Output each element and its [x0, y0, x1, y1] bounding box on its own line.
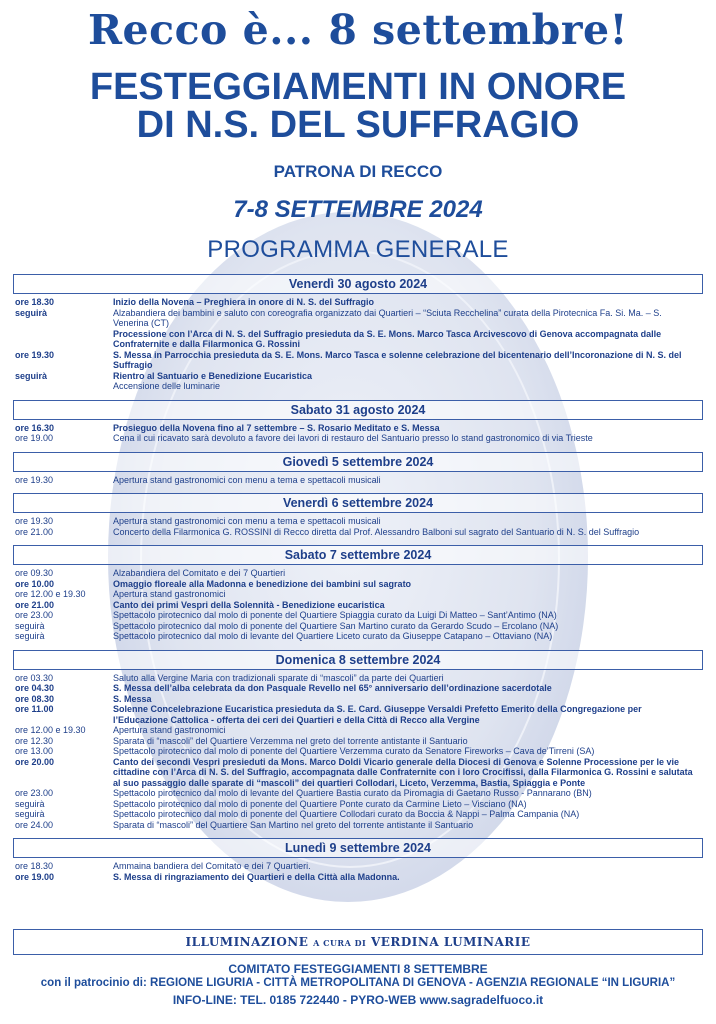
- illuminazione-label: ILLUMINAZIONE: [185, 935, 309, 949]
- event-description: Spettacolo pirotecnico dal molo di ponente del Quartiere Verzemma curato da Senatore Fireworks – Cava de’Tirreni (SA): [113, 746, 595, 756]
- event-description: Rientro al Santuario e Benedizione Eucaristica: [113, 370, 313, 381]
- event-description: Alzabandiera del Comitato e dei 7 Quartieri: [113, 568, 286, 578]
- event-time: ore 18.30: [15, 861, 54, 871]
- event-time: seguirà: [15, 631, 45, 641]
- event-time: ore 11.00: [15, 704, 54, 714]
- event-description: Apertura stand gastronomici: [113, 589, 226, 599]
- event-time: ore 20.00: [15, 756, 55, 767]
- event-time: ore 12.00 e 19.30: [15, 589, 86, 599]
- event-time: ore 19.00: [15, 871, 55, 882]
- event-dates: 7-8 SETTEMBRE 2024: [233, 196, 483, 223]
- event-time: ore 19.30: [15, 349, 55, 360]
- event-row: [13, 381, 703, 392]
- event-row: [13, 736, 703, 747]
- event-time: ore 09.30: [15, 568, 54, 578]
- illuminazione-company: VERDINA LUMINARIE: [370, 935, 531, 949]
- event-description: Processione con l’Arca di N. S. del Suffragio presieduta da S. E. Mons. Marco Tasca Arcivescovo di Genova accompagnata dalle Confraternite e dalla Filarmonica G. Rossini: [113, 328, 662, 349]
- poster-subtitle: [0, 68, 716, 144]
- day-gap: [13, 830, 703, 838]
- event-row: [13, 433, 703, 444]
- event-description: Accensione delle luminarie: [113, 381, 221, 391]
- poster-title: Recco è... 8 settembre!: [87, 6, 629, 54]
- event-row: [13, 371, 703, 382]
- day-events: [13, 513, 703, 537]
- day-gap: [13, 392, 703, 400]
- event-row: [13, 423, 703, 434]
- day-heading: Venerdì 30 agosto 2024: [13, 274, 703, 294]
- illuminazione-a-cura: A CURA DI: [313, 938, 367, 948]
- event-description: Canto dei secondi Vespri presieduti da Mons. Marco Doldi Vicario generale della Diocesi di Genova e Solenne Processione per le vie cittadine con l’Arca di N. S. del Suffragio, accompagnata dalle Confraternite con i loro Crocifissi, dalla Filarmonica G. Rossini e salutata al suo passaggio dalle sparate di “mascoli” dei quartieri Collodari, Liceto, Verzemma, Bastia, Spiaggia e Ponte: [113, 756, 693, 788]
- event-time: ore 04.30: [15, 683, 55, 693]
- day-heading: Lunedì 9 settembre 2024: [13, 838, 703, 858]
- event-row: [13, 516, 703, 527]
- event-time: ore 19.30: [15, 516, 54, 526]
- event-time: ore 21.00: [15, 599, 55, 610]
- event-row: [13, 297, 703, 308]
- event-time: seguirà: [15, 370, 48, 381]
- event-description: Spettacolo pirotecnico dal molo di ponente del Quartiere Collodari curato da Boccia & Nappi – Palma Campania (NA): [113, 809, 580, 819]
- event-row: [13, 704, 703, 725]
- event-time: ore 24.00: [15, 819, 54, 830]
- event-time: ore 19.00: [15, 433, 54, 443]
- event-description: Solenne Concelebrazione Eucaristica presieduta da S. E. Card. Giuseppe Versaldi Prefetto Emerito della Congregazione per l’Educazione Cattolica - offerta dei ceri dei Quartieri e della Città di Recco alla Vergine: [113, 704, 642, 725]
- event-row: [13, 308, 703, 329]
- day-events: [13, 294, 703, 392]
- event-time: seguirà: [15, 307, 48, 318]
- event-row: [13, 809, 703, 820]
- event-row: [13, 861, 703, 872]
- event-row: [13, 610, 703, 621]
- event-description: Ammaina bandiera del Comitato e dei 7 Quartieri.: [113, 861, 311, 871]
- event-time: seguirà: [15, 798, 45, 809]
- event-description: Prosieguo della Novena fino al 7 settembre – S. Rosario Meditato e S. Messa: [113, 422, 440, 433]
- event-row: [13, 527, 703, 538]
- event-row: [13, 683, 703, 694]
- program-schedule: [13, 274, 703, 882]
- event-description: Sparata di “mascoli” del Quartiere Verzemma nel greto del torrente antistante il Santuario: [113, 735, 468, 746]
- event-time: ore 12.00 e 19.30: [15, 725, 86, 735]
- event-time: ore 18.30: [15, 297, 55, 307]
- event-row: [13, 746, 703, 757]
- day-heading: Venerdì 6 settembre 2024: [13, 493, 703, 513]
- event-description: S. Messa dell’alba celebrata da don Pasquale Revello nel 65° anniversario dell’ordinazione sacerdotale: [113, 683, 552, 693]
- day-gap: [13, 537, 703, 545]
- event-row: [13, 673, 703, 684]
- event-time: ore 21.00: [15, 526, 54, 537]
- event-time: seguirà: [15, 809, 45, 819]
- event-description: Apertura stand gastronomici: [113, 725, 226, 735]
- day-events: [13, 420, 703, 444]
- event-description: Apertura stand gastronomici con menu a tema e spettacoli musicali: [113, 516, 381, 526]
- event-row: [13, 799, 703, 810]
- event-time: seguirà: [15, 620, 45, 631]
- event-row: [13, 621, 703, 632]
- day-gap: [13, 642, 703, 650]
- event-row: [13, 589, 703, 600]
- day-gap: [13, 485, 703, 493]
- event-description: Spettacolo pirotecnico dal molo di levante del Quartiere Liceto curato da Giuseppe Catapano – Ottaviano (NA): [113, 631, 553, 641]
- event-time: ore 08.30: [15, 693, 55, 704]
- event-description: Omaggio floreale alla Madonna e benedizione dei bambini sul sagrato: [113, 578, 412, 589]
- footer-committee: COMITATO FESTEGGIAMENTI 8 SETTEMBRE: [228, 962, 488, 976]
- day-events: [13, 472, 703, 486]
- event-time: ore 12.30: [15, 735, 54, 746]
- day-heading: Sabato 31 agosto 2024: [13, 400, 703, 420]
- event-description: Spettacolo pirotecnico dal molo di levante del Quartiere Bastia curato da Piromagia di Gaetano Russo - Pannarano (BN): [113, 788, 592, 798]
- footer-patronage: con il patrocinio di: REGIONE LIGURIA - CITTÀ METROPOLITANA DI GENOVA - AGENZIA REGIONALE “IN LIGURIA”: [40, 977, 676, 989]
- event-description: Alzabandiera dei bambini e saluto con coreografia organizzato dai Quartieri – “Sciuta Recchelina” curata della Pirotecnica Fa. Si. Ma. – S. Venerina (CT): [113, 307, 662, 328]
- event-row: [13, 579, 703, 590]
- event-row: [13, 329, 703, 350]
- event-description: Apertura stand gastronomici con menu a tema e spettacoli musicali: [113, 474, 381, 485]
- event-row: [13, 820, 703, 831]
- event-row: [13, 350, 703, 371]
- event-row: [13, 568, 703, 579]
- event-time: ore 10.00: [15, 578, 55, 589]
- event-time: ore 23.00: [15, 788, 54, 798]
- day-heading: Domenica 8 settembre 2024: [13, 650, 703, 670]
- event-description: Saluto alla Vergine Maria con tradizionali sparate di “mascoli” da parte dei Quartieri: [113, 672, 444, 683]
- event-description: Cena il cui ricavato sarà devoluto a favore dei lavori di restauro del Santuario presso lo stand gastronomico di via Trieste: [113, 433, 593, 443]
- subtitle-line-2: DI N.S. DEL SUFFRAGIO: [136, 104, 580, 146]
- event-time: [13, 329, 113, 350]
- event-time: [13, 381, 113, 392]
- event-time: ore 13.00: [15, 746, 54, 756]
- event-description: Spettacolo pirotecnico dal molo di ponente del Quartiere Spiaggia curato da Luigi Di Matteo – Sant’Antimo (NA): [113, 610, 557, 620]
- event-time: ore 19.30: [15, 474, 54, 485]
- event-description: Spettacolo pirotecnico dal molo di ponente del Quartiere Ponte curato da Carmine Lieto – Visciano (NA): [113, 798, 527, 809]
- event-row: [13, 600, 703, 611]
- day-gap: [13, 444, 703, 452]
- event-description: S. Messa: [113, 693, 152, 704]
- event-row: [13, 872, 703, 883]
- day-heading: Giovedì 5 settembre 2024: [13, 452, 703, 472]
- day-events: [13, 670, 703, 831]
- event-time: ore 23.00: [15, 610, 54, 620]
- day-events: [13, 565, 703, 642]
- event-row: [13, 757, 703, 789]
- day-heading: Sabato 7 settembre 2024: [13, 545, 703, 565]
- event-row: [13, 694, 703, 705]
- event-row: [13, 788, 703, 799]
- event-description: S. Messa in Parrocchia presieduta da S. E. Mons. Marco Tasca e solenne celebrazione del bicentenario dell’Incoronazione di N. S. del Suffragio: [113, 349, 682, 370]
- event-description: Inizio della Novena – Preghiera in onore di N. S. del Suffragio: [113, 297, 375, 307]
- event-row: [13, 631, 703, 642]
- event-description: Sparata di “mascoli” del Quartiere San Martino nel greto del torrente antistante il Santuario: [113, 819, 474, 830]
- footer-contacts: INFO-LINE: TEL. 0185 722440 - PYRO-WEB www.sagradelfuoco.it: [172, 993, 544, 1007]
- event-description: Canto dei primi Vespri della Solennità - Benedizione eucaristica: [113, 599, 385, 610]
- event-time: ore 16.30: [15, 422, 55, 433]
- subtitle-line-1: FESTEGGIAMENTI IN ONORE: [89, 66, 627, 108]
- event-time: ore 03.30: [15, 672, 54, 683]
- programma-heading: PROGRAMMA GENERALE: [207, 236, 509, 263]
- event-description: S. Messa di ringraziamento dei Quartieri e della Città alla Madonna.: [113, 871, 400, 882]
- event-row: [13, 725, 703, 736]
- event-description: Concerto della Filarmonica G. ROSSINI di Recco diretta dal Prof. Alessandro Balboni sul sagrato del Santuario di N. S. del Suffragio: [113, 526, 640, 537]
- illuminazione-box: [13, 929, 703, 955]
- patrona-label: PATRONA DI RECCO: [273, 162, 443, 181]
- event-description: Spettacolo pirotecnico dal molo di ponente del Quartiere San Martino curato da Gerardo Scudo – Ercolano (NA): [113, 620, 559, 631]
- day-events: [13, 858, 703, 882]
- event-row: [13, 475, 703, 486]
